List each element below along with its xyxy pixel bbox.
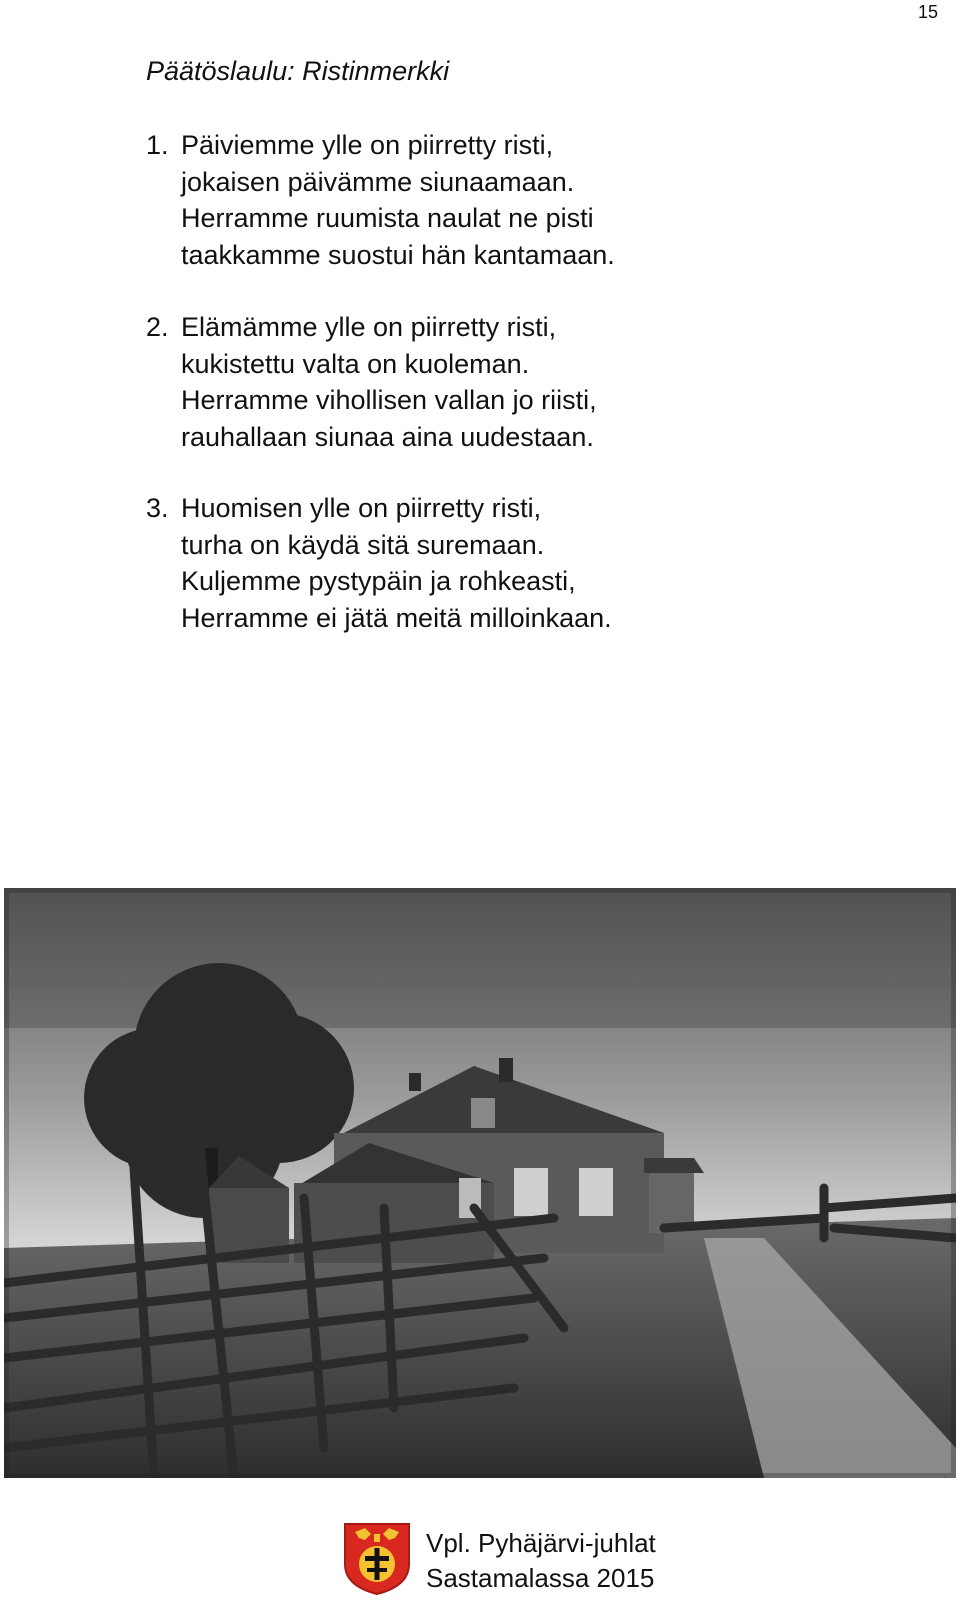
footer-event-text [426,1526,656,1596]
verse-line: turha on käydä sitä suremaan. [181,529,545,560]
footer-line: Vpl. Pyhäjärvi-juhlat [426,1528,656,1558]
page-number: 15 [917,2,938,22]
verse-number: 1. [146,130,169,160]
verse-line: 1. Päiviemme ylle on piirretty risti, [146,127,615,164]
verse [146,127,615,273]
verse-line: Herramme ei jätä meitä milloinkaan. [181,602,612,633]
verse-line: Herramme ruumista naulat ne pisti [181,203,594,233]
verse [146,309,597,455]
verse-line: taakkamme suostui hän kantamaan. [181,239,615,270]
verse-line: Herramme vihollisen vallan jo riisti, [181,385,597,415]
verse-number: 2. [146,312,169,342]
verse-line: 3. Huomisen ylle on piirretty risti, [146,490,612,527]
song-title: Päätöslaulu: Ristinmerkki [146,56,450,86]
verse-line: jokaisen päivämme siunaamaan. [181,166,575,197]
verse-line: rauhallaan siunaa aina uudestaan. [181,421,594,452]
verse-line: Kuljemme pystypäin ja rohkeasti, [181,566,576,596]
verse [146,490,612,636]
verse-line: kukistettu valta on kuoleman. [181,348,530,379]
coat-of-arms-logo [341,1520,413,1596]
farmhouse-photo [4,888,956,1478]
verse-number: 3. [146,493,169,523]
footer-line: Sastamalassa 2015 [426,1563,655,1593]
verse-line: 2. Elämämme ylle on piirretty risti, [146,309,597,346]
